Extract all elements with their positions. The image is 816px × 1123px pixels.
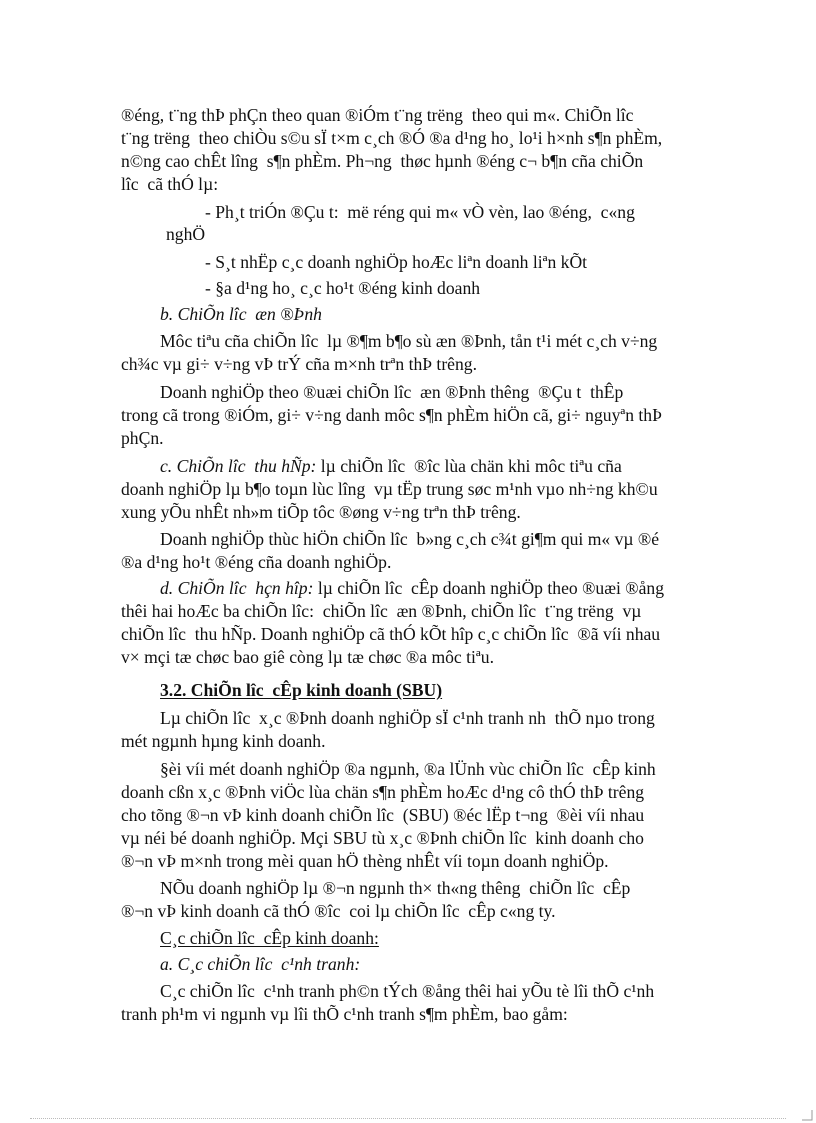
body-text-line bbox=[160, 454, 622, 478]
bullet-item: - Ph¸t triÓn ®Çu t: më réng qui m« vÒ vèn, lao ®éng, c«ng bbox=[205, 202, 635, 222]
section-heading: 3.2. ChiÕn lîc cÊp kinh doanh (SBU) bbox=[160, 680, 443, 700]
body-text-line: ®¬n vÞ m×nh trong mèi quan hÖ thèng nhÊt víi toµn doanh nghiÖp. bbox=[121, 851, 609, 871]
body-text-line: §èi víi mét doanh nghiÖp ®a ngµnh, ®a lÜnh vùc chiÕn lîc cÊp kinh bbox=[160, 759, 656, 779]
body-text-line: C¸c chiÕn lîc c¹nh tranh ph©n tÝch ®ång thêi hai yÕu tè lîi thÕ c¹nh bbox=[160, 981, 655, 1001]
body-text-line: Lµ chiÕn lîc x¸c ®Þnh doanh nghiÖp sÏ c¹nh tranh nh thÕ nµo trong bbox=[160, 708, 655, 728]
body-text-line: mét ngµnh hµng kinh doanh. bbox=[121, 731, 326, 751]
corner-marker-icon bbox=[800, 1108, 814, 1122]
body-text-line: doanh cßn x¸c ®Þnh viÖc lùa chän s¶n phÈm hoÆc d¹ng cô thÓ thÞ trêng bbox=[121, 782, 645, 802]
body-text-line: Doanh nghiÖp theo ®uæi chiÕn lîc æn ®Þnh thêng ®Çu t thÊp bbox=[160, 382, 624, 402]
subsection-heading: b. ChiÕn lîc æn ®Þnh bbox=[160, 304, 322, 324]
body-text-line: lîc cã thÓ lµ: bbox=[121, 174, 219, 194]
body-text-line: ®éng, t¨ng thÞ phÇn theo quan ®iÓm t¨ng trëng theo qui m«. ChiÕn lîc bbox=[121, 105, 634, 125]
subsection-heading: c. ChiÕn lîc thu hÑp: bbox=[160, 456, 317, 476]
subsection-heading: C¸c chiÕn lîc cÊp kinh doanh: bbox=[160, 928, 379, 948]
body-text-line: v× mçi tæ chøc bao giê còng lµ tæ chøc ®a môc tiªu. bbox=[121, 647, 494, 667]
page-edge-divider bbox=[30, 1118, 786, 1119]
body-text-line: chiÕn lîc thu hÑp. Doanh nghiÖp cã thÓ kÕt hîp c¸c chiÕn lîc ®ã víi nhau bbox=[121, 624, 661, 644]
subsection-heading: a. C¸c chiÕn lîc c¹nh tranh: bbox=[160, 954, 361, 974]
body-text: lµ chiÕn lîc ®îc lùa chän khi môc tiªu cña bbox=[316, 456, 622, 476]
body-text-line: ®¬n vÞ kinh doanh cã thÓ ®îc coi lµ chiÕn lîc cÊp c«ng ty. bbox=[121, 901, 556, 921]
body-text-line: doanh nghiÖp lµ b¶o toµn lùc lîng vµ tËp trung søc m¹nh vµo nh÷ng kh©u bbox=[121, 479, 658, 499]
body-text-line: phÇn. bbox=[121, 428, 164, 448]
body-text-line: vµ néi bé doanh nghiÖp. Mçi SBU tù x¸c ®Þnh chiÕn lîc kinh doanh cho bbox=[121, 828, 644, 848]
body-text-line: cho tõng ®¬n vÞ kinh doanh chiÕn lîc (SBU) ®éc lËp t¬ng ®èi víi nhau bbox=[121, 805, 645, 825]
body-text-line: NÕu doanh nghiÖp lµ ®¬n ngµnh th× th«ng thêng chiÕn lîc cÊp bbox=[160, 878, 631, 898]
body-text-line: tranh ph¹m vi ngµnh vµ lîi thÕ c¹nh tranh s¶m phÈm, bao gåm: bbox=[121, 1004, 568, 1024]
body-text-line: n©ng cao chÊt lîng s¶n phÈm. Ph¬ng thøc hµnh ®éng c¬ b¶n cña chiÕn bbox=[121, 151, 644, 171]
body-text-line: Môc tiªu cña chiÕn lîc lµ ®¶m b¶o sù æn ®Þnh, tån t¹i mét c¸ch v÷ng bbox=[160, 331, 658, 351]
bullet-item-continuation: nghÖ bbox=[166, 224, 206, 244]
body-text-line: t¨ng trëng theo chiÒu s©u sÏ t×m c¸ch ®Ó ®a d¹ng ho¸ lo¹i h×nh s¶n phÈm, bbox=[121, 128, 663, 148]
body-text-line: Doanh nghiÖp thùc hiÖn chiÕn lîc b»ng c¸ch c¾t gi¶m qui m« vµ ®é bbox=[160, 529, 660, 549]
bullet-item: - S¸t nhËp c¸c doanh nghiÖp hoÆc liªn doanh liªn kÕt bbox=[205, 252, 588, 272]
body-text-line: ®a d¹ng ho¹t ®éng cña doanh nghiÖp. bbox=[121, 552, 392, 572]
bullet-item: - §a d¹ng ho¸ c¸c ho¹t ®éng kinh doanh bbox=[205, 278, 481, 298]
body-text-line: ch¾c vµ gi÷ v÷ng vÞ trÝ cña m×nh trªn thÞ trêng. bbox=[121, 354, 477, 374]
body-text: lµ chiÕn lîc cÊp doanh nghiÖp theo ®uæi ®ång bbox=[313, 578, 665, 598]
subsection-heading: d. ChiÕn lîc hçn hîp: bbox=[160, 578, 314, 598]
body-text-line: thêi hai hoÆc ba chiÕn lîc: chiÕn lîc æn ®Þnh, chiÕn lîc t¨ng trëng vµ bbox=[121, 601, 642, 621]
body-text-line bbox=[160, 576, 664, 600]
body-text-line: trong cã trong ®iÓm, gi÷ v÷ng danh môc s¶n phÈm hiÖn cã, gi÷ nguyªn thÞ bbox=[121, 405, 662, 425]
body-text-line: xung yÕu nhÊt nh»m tiÕp tôc ®øng v÷ng trªn thÞ trêng. bbox=[121, 502, 521, 522]
